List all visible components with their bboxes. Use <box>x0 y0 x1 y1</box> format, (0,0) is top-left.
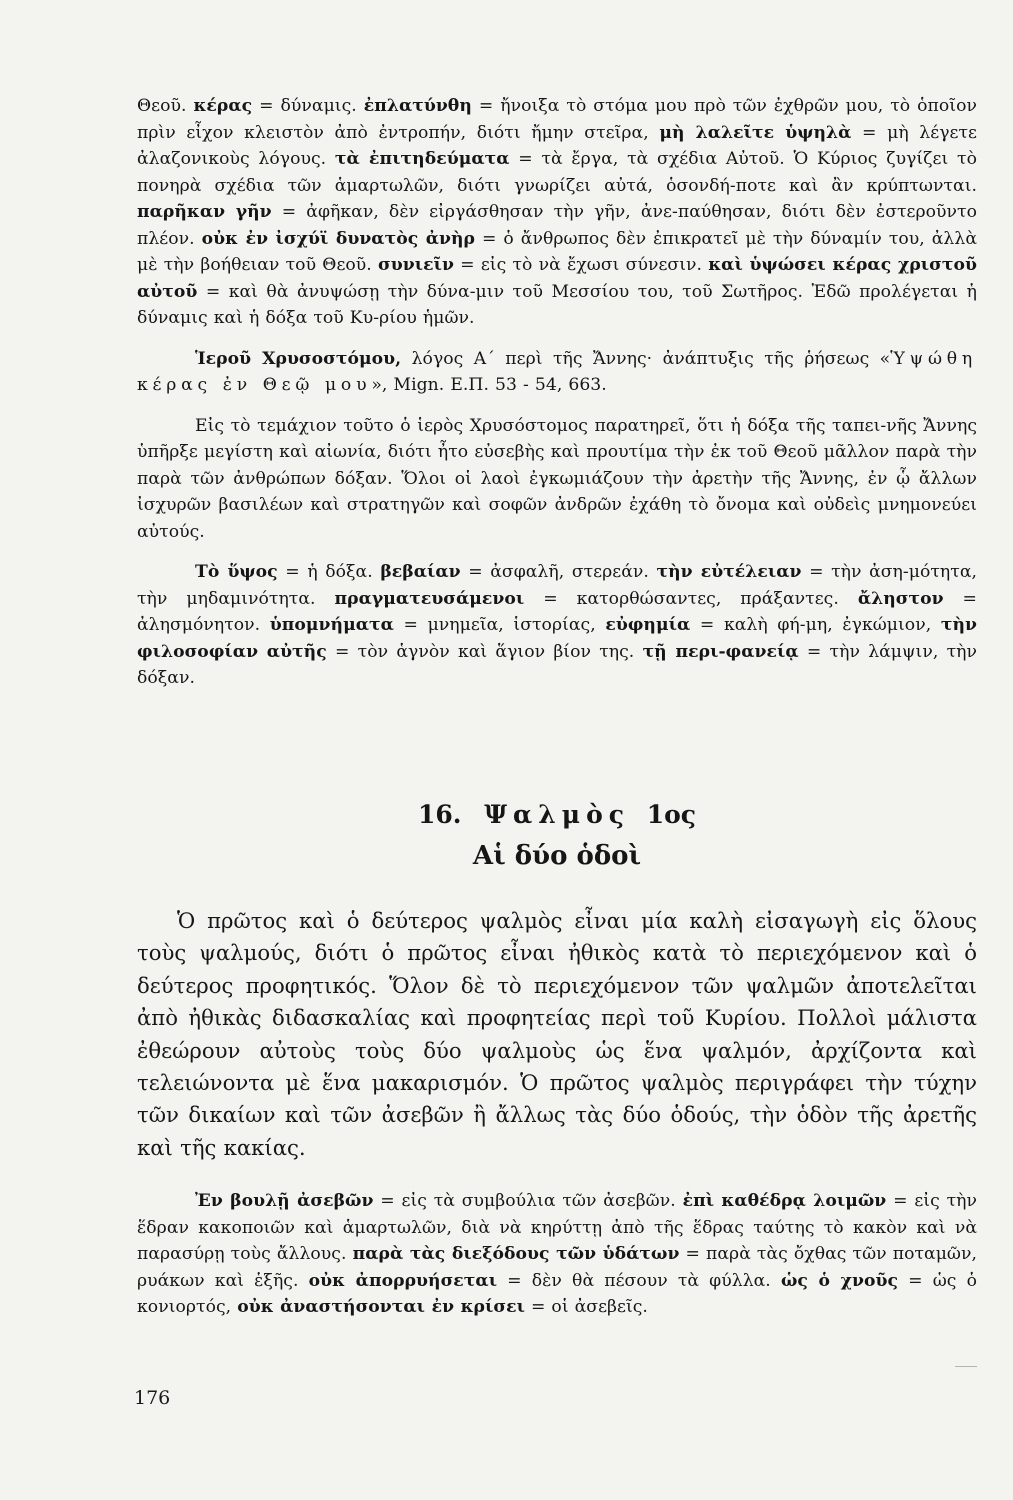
gloss-term: ἐπλατύνθη <box>363 96 472 116</box>
chrysostom-reference <box>137 346 977 399</box>
intro-paragraph: Ὁ πρῶτος καὶ ὁ δεύτερος ψαλμὸς εἶναι μία καλὴ εἰσαγωγὴ εἰς ὅλους τοὺς ψαλμούς, διότι ὁ πρῶτος εἶναι ἠθικὸς κατὰ τὸ περιεχόμενον καὶ ὁ δεύτερος προφητικός. Ὅλον δὲ τὸ περιεχόμενον τῶν ψαλμῶν ἀποτελεῖται ἀπὸ ἠθικὰς διδασκαλίας καὶ προφητείας περὶ τοῦ Κυρίου. Πολλοὶ μάλιστα ἐθεώρουν αὐτοὺς τοὺς δύο ψαλμοὺς ὡς ἕνα ψαλμόν, ἀρχίζοντα καὶ τελειώνοντα μὲ ἕνα μακαρισμόν. Ὁ πρῶτος ψαλμὸς περιγράφει τὴν τύχην τῶν δικαίων καὶ τῶν ἀσεβῶν ἢ ἄλλως τὰς δύο ὁδούς, τὴν ὁδὸν τῆς ἀρετῆς καὶ τῆς κακίας. <box>137 908 977 1160</box>
chrysostom-quote: Ὑψώθη κέρας ἐν Θεῷ μου <box>137 348 978 395</box>
gloss-definition: = κατορθώσαντες, πράξαντες. <box>524 588 858 609</box>
margin-rule <box>955 1366 977 1367</box>
gloss-term: μὴ λαλεῖτε ὑψηλὰ <box>659 122 852 143</box>
gloss-term: τὴν εὐτέλειαν <box>656 562 802 582</box>
gloss-term: βεβαίαν <box>380 562 461 582</box>
gloss-definition: = καὶ θὰ ἀνυψώσῃ τὴν δύνα-μιν τοῦ Μεσσίου του, τοῦ Σωτῆρος. Ἐδῶ προλέγεται ἡ δύναμις καὶ ἡ δόξα τοῦ Κυ-ρίου ἡμῶν. <box>137 281 977 328</box>
gloss-definition: = οἱ ἀσεβεῖς. <box>524 1297 648 1317</box>
gloss-definition: = ὁ ἄνθρωπος δὲν ἐπικρατεῖ μὲ τὴν δύναμίν του, ἀλλὰ μὲ τὴν βοήθειαν τοῦ Θεοῦ. <box>137 228 977 275</box>
gloss-definition: = ἀσφαλῆ, στερεάν. <box>460 562 657 582</box>
upper-text-block <box>137 93 977 692</box>
gloss-term: κέρας <box>193 96 253 116</box>
gloss-definition: = δὲν θὰ πέσουν τὰ φύλλα. <box>497 1270 781 1291</box>
gloss-term: εὐφημία <box>605 615 691 635</box>
gloss-term: τῇ περι-φανείᾳ <box>642 641 799 662</box>
gloss-definition: = μὴ λέγετε ἀλαζονικοὺς λόγους. <box>137 122 977 169</box>
gloss-term: παρῆκαν γῆν <box>137 202 272 222</box>
gloss-definition: = καλὴ φή-μη, ἐγκώμιον, <box>690 615 941 635</box>
gloss-definition: = ἡ δόξα. <box>277 562 381 582</box>
section-number: 16. <box>417 800 462 829</box>
gloss-term: συνιεῖν <box>378 255 454 275</box>
gloss-paragraph-2 <box>137 559 977 692</box>
gloss-definition: = ἀλησμόνητον. <box>137 588 978 635</box>
page-number: 176 <box>134 1387 171 1409</box>
gloss-term: ὡς ὁ χνοῦς <box>780 1270 899 1291</box>
gloss-definition: = ἀφῆκαν, δὲν εἰργάσθησαν τὴν γῆν, ἀνε-παύθησαν, διότι δὲν ἐστεροῦντο πλέον. <box>137 202 977 249</box>
psalm-label: Ψαλμὸς <box>484 800 630 829</box>
chrysostom-citation: », Mign. E.Π. 53 - 54, 663. <box>371 375 607 395</box>
gloss-paragraph-1 <box>137 93 977 332</box>
gloss-definition: = ὡς ὁ κονιορτός, <box>137 1270 977 1317</box>
gloss-definition: = δύναμις. <box>252 96 364 116</box>
gloss-definition: = τὴν λάμψιν, τὴν δόξαν. <box>137 641 977 688</box>
gloss-term: Τὸ ὕψος <box>195 562 278 582</box>
gloss-term: οὐκ ἀναστήσονται ἐν κρίσει <box>237 1297 525 1317</box>
gloss-term: οὐκ ἐν ἰσχύϊ δυνατὸς ἀνὴρ <box>201 228 475 249</box>
gloss-term: ἐπὶ καθέδρᾳ λοιμῶν <box>682 1191 887 1211</box>
gloss-term: οὐκ ἀπορρυήσεται <box>308 1270 498 1291</box>
gloss-definition: = ἤνοιξα τὸ στόμα μου πρὸ τῶν ἐχθρῶν μου, τὸ ὁποῖον πρὶν εἶχον κλειστὸν ἀπὸ ἐντροπήν, διότι ἤμην στεῖρα, <box>137 96 977 143</box>
gloss-definition: Θεοῦ. <box>137 96 194 116</box>
gloss-term: πραγματευσάμενοι <box>334 588 525 609</box>
gloss-term: τὰ ἐπιτηδεύματα <box>334 149 510 169</box>
gloss-term: παρὰ τὰς διεξόδους τῶν ὑδάτων <box>352 1244 680 1264</box>
gloss-term: τὴν φιλοσοφίαν αὐτῆς <box>137 615 977 662</box>
gloss-definition: = τὸν ἁγνὸν καὶ ἅγιον βίον της. <box>326 641 643 662</box>
commentary-paragraph: Εἰς τὸ τεμάχιον τοῦτο ὁ ἱερὸς Χρυσόστομος παρατηρεῖ, ὅτι ἡ δόξα τῆς ταπει-νῆς Ἄννης ὑπῆρξε μεγίστη καὶ αἰωνία, διότι ἦτο εὐσεβὴς καὶ προυτίμα τὴν ἐκ τοῦ Θεοῦ μᾶλλον παρὰ τὴν παρὰ τῶν ἀνθρώπων δόξαν. Ὅλοι οἱ λαοὶ ἐγκωμιάζουν τὴν ἀρετὴν τῆς Ἄννης, ἐν ᾧ ἄλλων ἰσχυρῶν βασιλέων καὶ στρατηγῶν καὶ σοφῶν ἀνδρῶν ἐχάθη τὸ ὄνομα καὶ οὐδεὶς μνημονεύει αὐτούς. <box>137 415 977 542</box>
gloss-definition: = εἰς τὸ νὰ ἔχωσι σύνεσιν. <box>453 255 709 275</box>
gloss-paragraph-3 <box>137 1188 977 1321</box>
intro-text-block <box>137 905 977 1164</box>
gloss-definition: = εἰς τὰ συμβούλια τῶν ἀσεβῶν. <box>373 1191 683 1211</box>
gloss-term: ὑπομνήματα <box>269 615 394 635</box>
gloss-term: Ἐν βουλῇ ἀσεβῶν <box>195 1191 374 1211</box>
gloss-definition: = μνημεῖα, ἱστορίας, <box>393 615 606 635</box>
chrysostom-author: Ἱεροῦ Χρυσοστόμου, <box>195 348 402 369</box>
gloss-term: ἄληστον <box>857 588 944 609</box>
gloss-definition: = τὰ ἔργα, τὰ σχέδια Αὐτοῦ. Ὁ Κύριος ζυγίζει τὸ πονηρὰ σχέδια τῶν ἁμαρτωλῶν, διότι γνωρίζει αὐτά, ὁσονδή-ποτε καὶ ἂν κρύπτωνται. <box>137 149 977 196</box>
section-title: Αἱ δύο ὁδοὶ <box>472 841 642 871</box>
gloss-term: καὶ ὑψώσει κέρας χριστοῦ αὐτοῦ <box>137 255 978 302</box>
gloss-definition: = παρὰ τὰς ὄχθας τῶν ποταμῶν, ρυάκων καὶ ἑξῆς. <box>137 1244 977 1291</box>
lower-text-block <box>137 1188 977 1321</box>
chrysostom-source: λόγος Α΄ περὶ τῆς Ἄννης· ἀνάπτυξις τῆς ῥήσεως « <box>401 348 891 369</box>
psalm-number: 1ος <box>646 800 697 829</box>
gloss-definition: = τὴν ἀση-μότητα, τὴν μηδαμινότητα. <box>137 562 978 609</box>
section-heading <box>137 799 977 831</box>
gloss-definition: = εἰς τὴν ἕδραν κακοποιῶν καὶ ἁμαρτωλῶν, διὰ νὰ κηρύττῃ ἀπὸ τῆς ἕδρας ταύτης τὸ κακὸν καὶ νὰ παρασύρῃ τοὺς ἄλλους. <box>137 1191 977 1264</box>
